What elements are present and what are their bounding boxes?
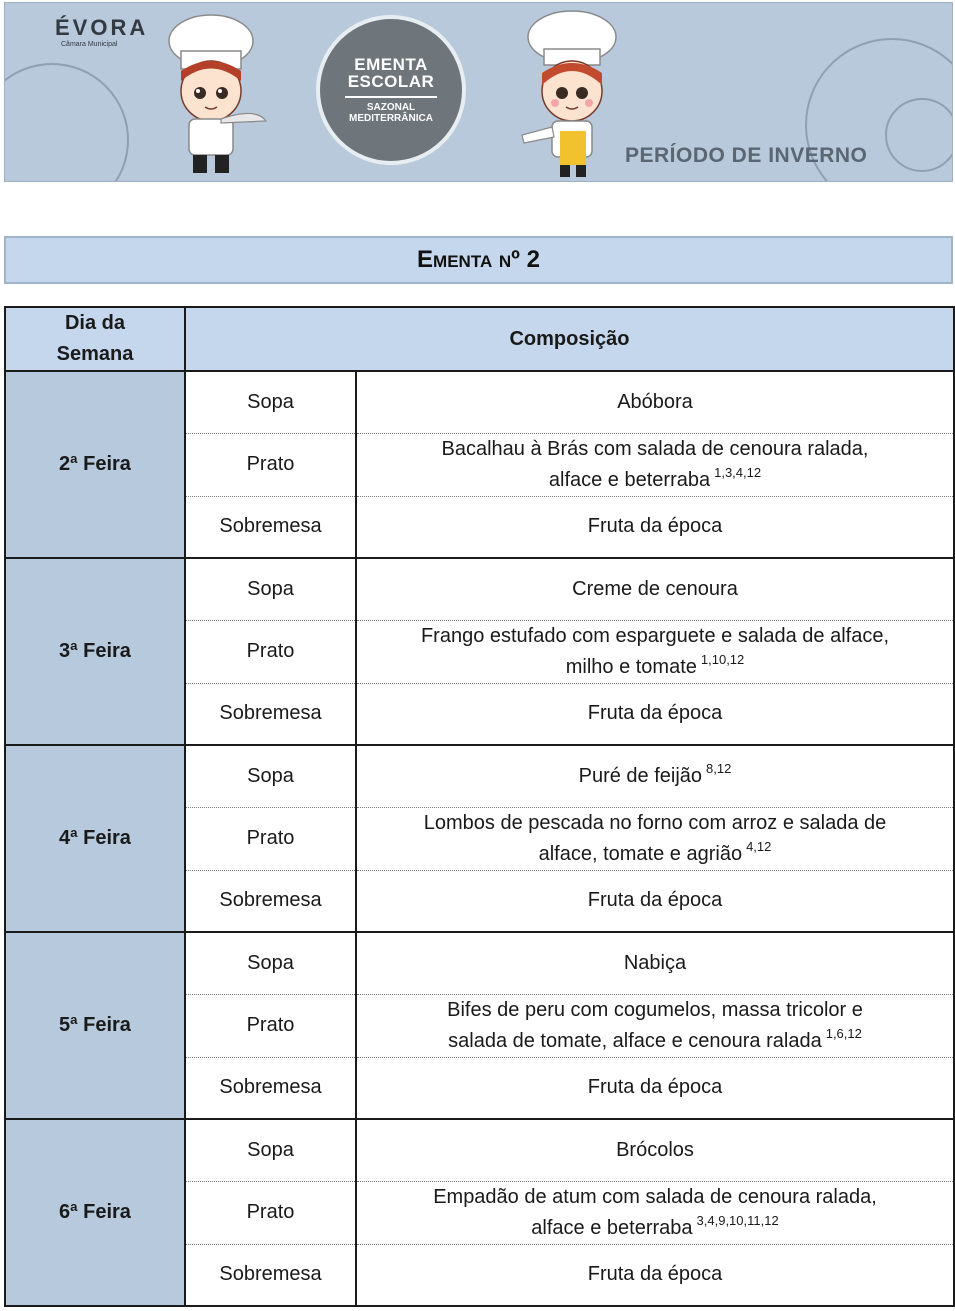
dessert-text-wrapper [588,885,723,916]
weekly-menu-table [4,306,955,1307]
main-dish-label: Prato [185,433,356,496]
seal-divider [345,96,437,98]
soup-composition [356,371,954,433]
soup-name: Abóbora [617,390,693,413]
main-dish-text-wrapper [415,434,895,496]
day-cell-3-feira: 3ª Feira [5,558,185,745]
table-header-row [5,307,954,371]
table-row [5,745,954,807]
table-row [5,371,954,433]
allergen-codes: 8,12 [706,760,732,776]
dessert-composition [356,683,954,745]
main-dish-composition [356,620,954,683]
dessert-text-wrapper [588,511,723,542]
soup-name: Nabiça [623,951,687,974]
table-row [5,558,954,620]
main-dish-composition [356,807,954,870]
soup-text-wrapper [572,574,738,605]
table-row [5,1119,954,1181]
soup-label: Sopa [185,371,356,433]
evora-logo [55,15,148,48]
chef-girl-illustration [510,7,630,179]
seal-line-4: MEDITERRÂNICA [349,113,433,124]
header-banner [4,2,953,182]
soup-composition [356,745,954,807]
main-dish-text-wrapper [415,1182,895,1244]
allergen-codes: 1,10,12 [700,651,745,667]
soup-text-wrapper [579,761,732,792]
dessert-name: Fruta da época [587,515,723,538]
chef-boy-illustration [141,11,281,179]
seal-line-3: SAZONAL [366,102,416,113]
dessert-text-wrapper [588,1072,723,1103]
main-dish-label: Prato [185,620,356,683]
main-dish-name: Frango estufado com esparguete e salada de alface, milho e tomate [420,624,890,678]
soup-text-wrapper [617,387,693,418]
dessert-composition [356,1057,954,1119]
menu-title-prefix: Ementa nº [417,246,520,273]
header-composition: Composição [185,307,954,371]
header-day-of-week [5,307,185,371]
dessert-label: Sobremesa [185,496,356,558]
soup-text-wrapper [624,948,686,979]
season-label: PERÍODO DE INVERNO [625,144,868,167]
menu-number: 2 [526,246,540,273]
dessert-name: Fruta da época [587,1076,723,1099]
soup-label: Sopa [185,558,356,620]
allergen-codes: 3,4,9,10,11,12 [696,1212,779,1228]
soup-composition [356,558,954,620]
main-dish-name: Bacalhau à Brás com salada de cenoura ralada, alface e beterraba [441,437,869,491]
allergen-codes: 4,12 [746,838,772,854]
main-dish-name: Lombos de pescada no forno com arroz e salada de alface, tomate e agrião [423,811,887,865]
dessert-composition [356,1244,954,1306]
dessert-composition [356,496,954,558]
dessert-text-wrapper [588,698,723,729]
allergen-codes: 1,3,4,12 [714,464,762,480]
dessert-name: Fruta da época [587,889,723,912]
dessert-label: Sobremesa [185,683,356,745]
menu-title [4,236,953,284]
bowl-decoration [885,98,953,172]
main-dish-label: Prato [185,1181,356,1244]
menu-body [5,371,954,1306]
dessert-label: Sobremesa [185,870,356,932]
dessert-label: Sobremesa [185,1244,356,1306]
main-dish-text-wrapper [415,808,895,870]
header-day-label: Dia da Semana [56,312,134,365]
dessert-text-wrapper [588,1259,723,1290]
main-dish-text-wrapper [415,621,895,683]
plate-decoration-left [4,63,129,182]
main-dish-composition [356,994,954,1057]
seal-line-2: ESCOLAR [347,72,435,91]
soup-text-wrapper [616,1135,694,1166]
dessert-composition [356,870,954,932]
day-cell-5-feira: 5ª Feira [5,932,185,1119]
table-row [5,932,954,994]
soup-composition [356,1119,954,1181]
soup-name: Brócolos [616,1138,694,1161]
main-dish-name: Empadão de atum com salada de cenoura ralada, alface e beterraba [433,1185,877,1239]
seal-line-1: EMENTA [354,55,428,74]
soup-name: Creme de cenoura [572,577,738,600]
dessert-name: Fruta da época [587,1263,723,1286]
soup-label: Sopa [185,932,356,994]
soup-composition [356,932,954,994]
main-dish-label: Prato [185,994,356,1057]
dessert-label: Sobremesa [185,1057,356,1119]
main-dish-name: Bifes de peru com cogumelos, massa tricolor e salada de tomate, alface e cenoura ralada [447,998,863,1052]
logo-subtitle: Câmara Municipal [61,41,118,48]
logo-name: ÉVORA [55,15,149,40]
day-cell-6-feira: 6ª Feira [5,1119,185,1306]
soup-name: Puré de feijão [578,764,703,787]
allergen-codes: 1,6,12 [825,1025,862,1041]
day-cell-4-feira: 4ª Feira [5,745,185,932]
soup-label: Sopa [185,1119,356,1181]
main-dish-composition [356,433,954,496]
main-dish-label: Prato [185,807,356,870]
main-dish-text-wrapper [415,995,895,1057]
dessert-name: Fruta da época [587,702,723,725]
main-dish-composition [356,1181,954,1244]
day-cell-2-feira: 2ª Feira [5,371,185,558]
soup-label: Sopa [185,745,356,807]
menu-seal-badge [316,15,466,165]
